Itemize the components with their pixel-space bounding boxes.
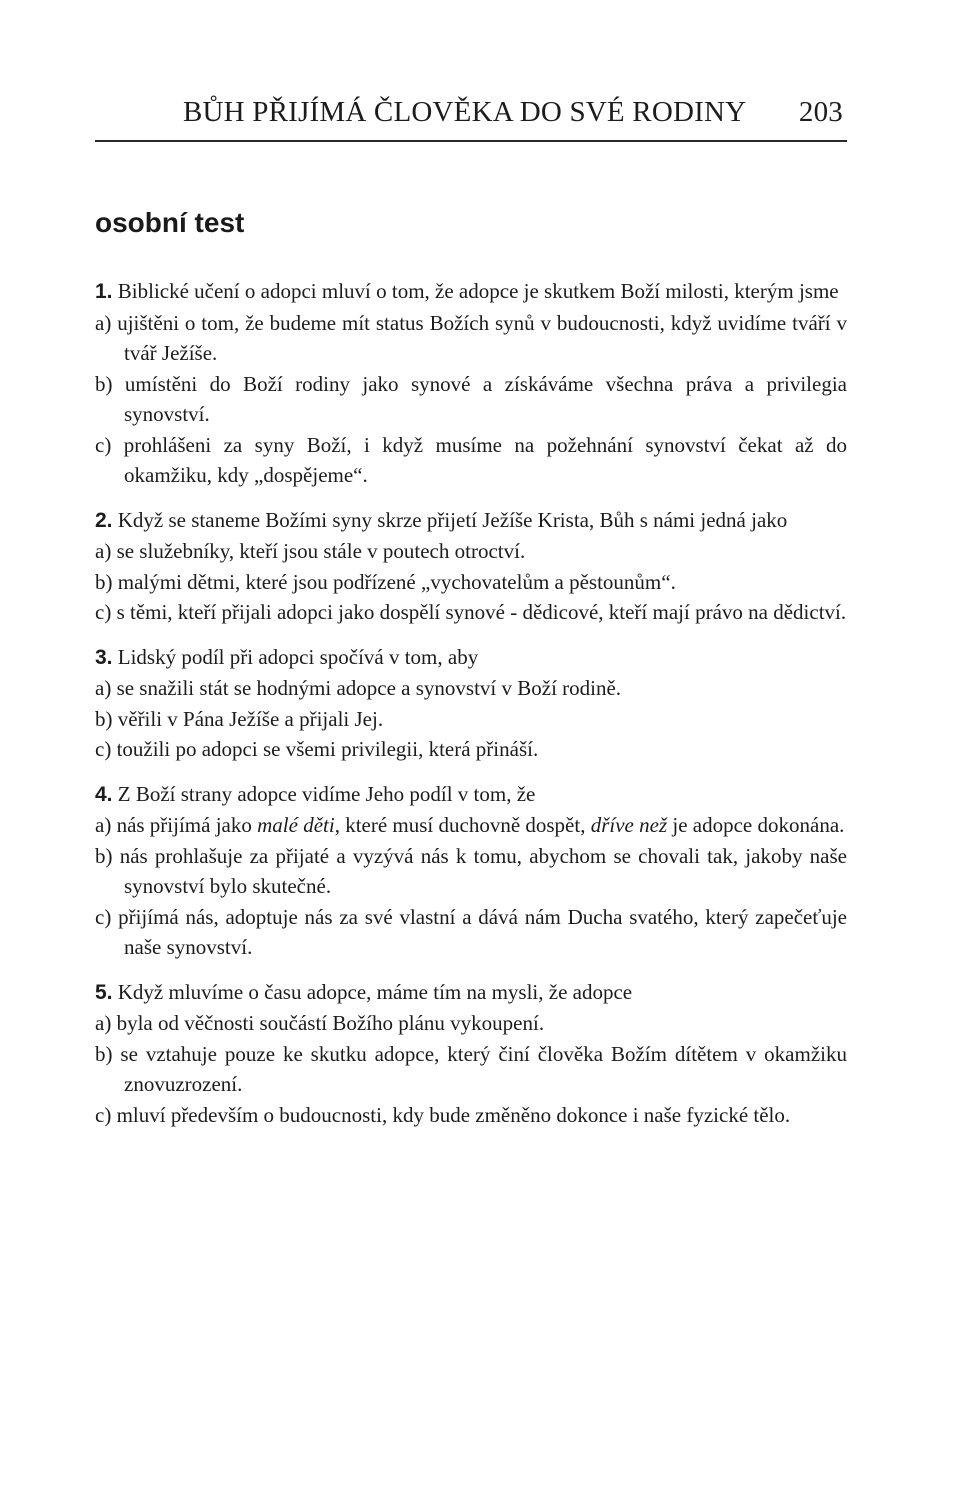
italic-phrase: malé děti (257, 813, 335, 837)
italic-phrase: dříve než (590, 813, 668, 837)
answer-option-c: c) toužili po adopci se všemi privilegii, která přináší. (95, 737, 539, 761)
question-stem (95, 505, 847, 537)
question-4 (95, 779, 847, 963)
question-stem (95, 642, 847, 674)
answer-option-a (95, 810, 847, 841)
question-text: Když se staneme Božími syny skrze přijetí Ježíše Krista, Bůh s námi jedná jako (117, 507, 788, 532)
header-rule (95, 140, 847, 142)
option-text: , které musí duchovně dospět, (334, 813, 591, 837)
question-text: Z Boží strany adopce vidíme Jeho podíl v tom, že (117, 781, 536, 806)
answer-option-b: b) malými dětmi, které jsou podřízené „vychovatelům a pěstounům“. (95, 569, 676, 594)
book-page (95, 0, 847, 1502)
running-title: BŮH PŘIJÍMÁ ČLOVĚKA DO SVÉ RODINY (183, 96, 747, 128)
answer-option-b: b) nás prohlašuje za přijaté a vyzývá nás k tomu, abychom se chovali tak, jakoby naše synovství bylo skutečné. (95, 843, 847, 898)
option-text: je adopce dokonána. (667, 813, 845, 837)
page-number: 203 (798, 96, 843, 128)
question-2 (95, 505, 847, 628)
question-number: 4. (95, 782, 113, 806)
answer-option-b: b) umístěni do Boží rodiny jako synové a získáváme všechna práva a privilegia synovství. (95, 371, 847, 426)
question-stem (95, 276, 847, 308)
answer-option-b: b) věřili v Pána Ježíše a přijali Jej. (95, 706, 384, 731)
question-1 (95, 276, 847, 491)
option-text: a) nás přijímá jako (95, 813, 258, 837)
answer-option-c: c) s těmi, kteří přijali adopci jako dospělí synové - dědicové, kteří mají právo na dědictví. (95, 600, 847, 624)
answer-option-c: c) prohlášeni za syny Boží, i když musíme na požehnání synovství čekat až do okamžiku, kdy „dospějeme“. (95, 432, 847, 487)
question-text: Když mluvíme o času adopce, máme tím na mysli, že adopce (117, 979, 633, 1004)
answer-option-a: a) byla od věčnosti součástí Božího plánu vykoupení. (95, 1011, 545, 1035)
question-number: 1. (95, 280, 113, 303)
answer-option-c: c) přijímá nás, adoptuje nás za své vlastní a dává nám Ducha svatého, který zapečeťuje naše synovství. (95, 904, 847, 959)
answer-option-b: b) se vztahuje pouze ke skutku adopce, který činí člověka Božím dítětem v okamžiku znovuzrození. (95, 1041, 847, 1096)
answer-option-a: a) se služebníky, kteří jsou stále v poutech otroctví. (95, 539, 526, 563)
answer-option-c: c) mluví především o budoucnosti, kdy bude změněno dokonce i naše fyzické tělo. (95, 1102, 791, 1127)
question-stem (95, 977, 847, 1009)
question-number: 5. (95, 980, 113, 1004)
question-5 (95, 977, 847, 1131)
question-number: 2. (95, 508, 113, 532)
question-list (95, 276, 847, 1144)
answer-option-a: a) se snažili stát se hodnými adopce a synovství v Boží rodině. (95, 676, 622, 700)
question-number: 3. (95, 645, 113, 669)
answer-option-a: a) ujištěni o tom, že budeme mít status Božích synů v budoucnosti, když uvidíme tváří v tvář Ježíše. (95, 310, 847, 365)
question-3 (95, 642, 847, 765)
running-header (95, 96, 847, 136)
question-text: Lidský podíl při adopci spočívá v tom, aby (117, 644, 479, 669)
question-text: Biblické učení o adopci mluví o tom, že adopce je skutkem Boží milosti, kterým jsme (117, 279, 839, 303)
question-stem (95, 779, 847, 811)
section-title: osobní test (95, 207, 245, 238)
